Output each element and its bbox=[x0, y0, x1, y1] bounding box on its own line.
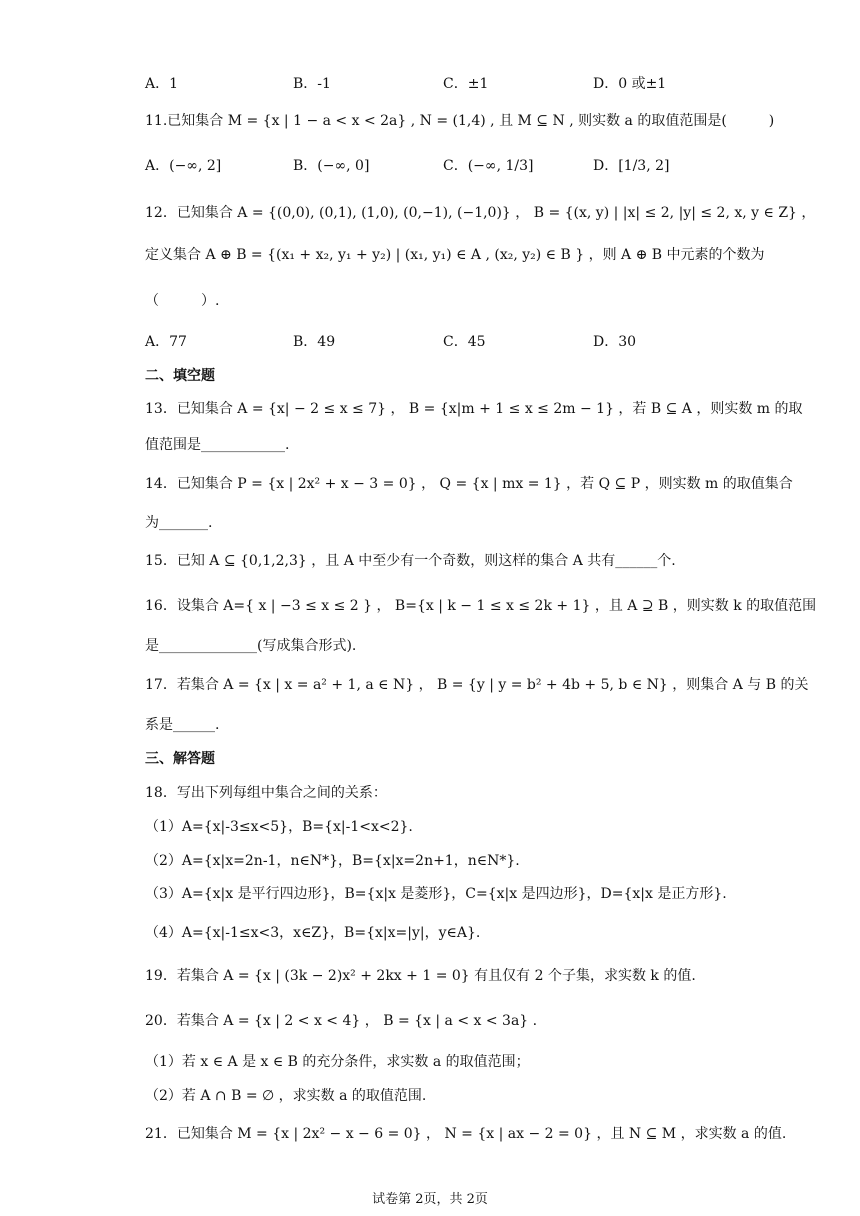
q10-option-c: C．±1 bbox=[443, 76, 489, 92]
q19-text: 19．若集合 A = {x | (3k − 2)x² + 2kx + 1 = 0} 有且仅有 2 个子集，求实数 k 的值. bbox=[145, 968, 696, 984]
q12-line1: 12．已知集合 A = {(0,0), (0,1), (1,0), (0,−1), (−1,0)} ， B = {(x, y) | |x| ≤ 2, |y| ≤ 2, x, y ∈ Z} ， bbox=[145, 205, 816, 221]
page-footer: 试卷第 2页，共 2页 bbox=[372, 1192, 488, 1207]
q16-line1: 16．设集合 A={ x | −3 ≤ x ≤ 2 } ， B={x | k − 1 ≤ x ≤ 2k + 1} ，且 A ⊇ B ，则实数 k 的取值范围 bbox=[145, 598, 817, 614]
q17-line2: 系是______. bbox=[145, 717, 220, 733]
q11-option-a: A．(−∞, 2] bbox=[145, 158, 222, 174]
q18-item-3: （3）A={x|x 是平行四边形}，B={x|x 是菱形}，C={x|x 是四边形}，D={x|x 是正方形}. bbox=[145, 886, 727, 902]
q11-option-b: B．(−∞, 0] bbox=[293, 158, 370, 174]
q12-line3: （ ）. bbox=[145, 293, 220, 309]
q18-item-2: （2）A={x|x=2n-1，n∈N*}，B={x|x=2n+1，n∈N*}. bbox=[145, 853, 520, 869]
q11-option-c: C．(−∞, 1/3] bbox=[443, 158, 534, 174]
q14-line2: 为_______. bbox=[145, 515, 213, 531]
q11-option-d: D．[1/3, 2] bbox=[593, 158, 670, 174]
q16-line2: 是______________(写成集合形式). bbox=[145, 638, 357, 654]
q10-option-d: D．0 或±1 bbox=[593, 76, 667, 92]
section-fill-in-title: 二、填空题 bbox=[145, 368, 215, 384]
q11-text: 11.已知集合 M = {x | 1 − a < x < 2a} , N = (1,4) , 且 M ⊆ N , 则实数 a 的取值范围是( ) bbox=[145, 113, 775, 129]
q12-line2: 定义集合 A ⊕ B = {(x₁ + x₂, y₁ + y₂) | (x₁, y₁) ∈ A , (x₂, y₂) ∈ B } ，则 A ⊕ B 中元素的个数为 bbox=[145, 247, 765, 263]
q13-line2: 值范围是____________. bbox=[145, 437, 290, 453]
q20-item-1: （1）若 x ∈ A 是 x ∈ B 的充分条件，求实数 a 的取值范围； bbox=[145, 1054, 530, 1070]
q20-item-2: （2）若 A ∩ B = ∅ ，求实数 a 的取值范围. bbox=[145, 1088, 427, 1104]
q14-line1: 14．已知集合 P = {x | 2x² + x − 3 = 0} ， Q = {x | mx = 1} ，若 Q ⊆ P ，则实数 m 的取值集合 bbox=[145, 476, 793, 492]
q12-option-b: B．49 bbox=[293, 334, 336, 350]
q17-line1: 17．若集合 A = {x | x = a² + 1, a ∈ N} ， B = {y | y = b² + 4b + 5, b ∈ N} ，则集合 A 与 B 的关 bbox=[145, 677, 809, 693]
q12-option-a: A．77 bbox=[145, 334, 187, 350]
q21-text: 21．已知集合 M = {x | 2x² − x − 6 = 0} ， N = {x | ax − 2 = 0} ，且 N ⊆ M ，求实数 a 的值. bbox=[145, 1126, 787, 1142]
q18-item-1: （1）A={x|-3≤x<5}，B={x|-1<x<2}. bbox=[145, 819, 413, 835]
q10-option-b: B．-1 bbox=[293, 76, 331, 92]
q12-option-d: D．30 bbox=[593, 334, 637, 350]
q20-line1: 20．若集合 A = {x | 2 < x < 4} ， B = {x | a < x < 3a} . bbox=[145, 1013, 538, 1029]
q12-option-c: C．45 bbox=[443, 334, 486, 350]
q10-option-a: A．1 bbox=[145, 76, 179, 92]
q18-title: 18．写出下列每组中集合之间的关系： bbox=[145, 785, 387, 801]
q15-text: 15．已知 A ⊆ {0,1,2,3} ，且 A 中至少有一个奇数，则这样的集合 A 共有______个. bbox=[145, 553, 676, 569]
q18-item-4: （4）A={x|-1≤x<3，x∈Z}，B={x|x=|y|，y∈A}. bbox=[145, 925, 481, 941]
q13-line1: 13．已知集合 A = {x| − 2 ≤ x ≤ 7} ， B = {x|m + 1 ≤ x ≤ 2m − 1} ，若 B ⊆ A ，则实数 m 的取 bbox=[145, 401, 803, 417]
section-answer-title: 三、解答题 bbox=[145, 751, 215, 767]
